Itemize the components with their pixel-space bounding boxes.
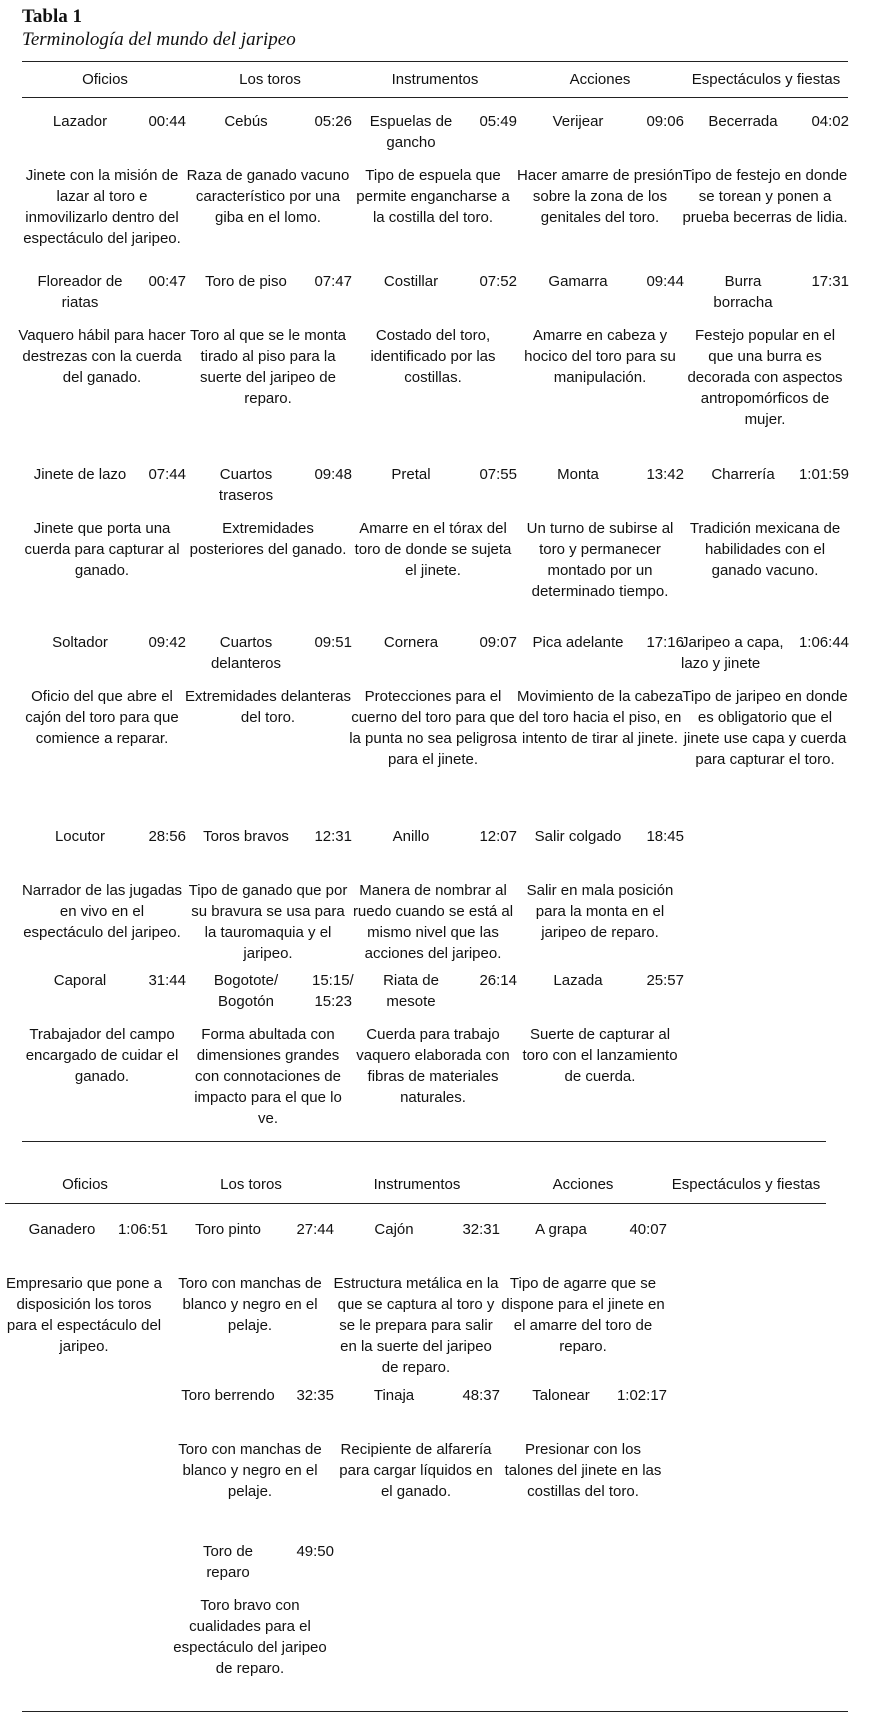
term-timestamp: 15:15/ 15:23 xyxy=(312,972,354,1010)
term-name: Cajón xyxy=(374,1221,414,1238)
term-definition: Tradición mexicana de habilidades con el ganado vacuno. xyxy=(689,520,841,579)
term-timestamp: 09:48 xyxy=(314,466,352,483)
term-definition: Extremidades posteriores del ganado. xyxy=(189,520,347,558)
term-definition: Narrador de las jugadas en vivo en el espectáculo del jaripeo. xyxy=(21,882,183,941)
term-definition: Estructura metálica en la que se captura al toro y se le prepara para salir en la suerte del jaripeo de reparo. xyxy=(333,1275,499,1376)
table1-header-rule xyxy=(22,97,848,98)
term-timestamp: 00:44 xyxy=(148,113,186,130)
term-timestamp: 09:44 xyxy=(646,273,684,290)
term-definition: Hacer amarre de presión sobre la zona de los genitales del toro. xyxy=(517,167,683,226)
header-espectaculos: Espectáculos y fiestas xyxy=(691,71,841,88)
term-name: Jinete de lazo xyxy=(33,466,127,483)
term-name: Anillo xyxy=(392,828,430,845)
term-definition: Tipo de espuela que permite engancharse a la costilla del toro. xyxy=(356,167,510,226)
term-name: Bogotote/ Bogotón xyxy=(213,972,279,1010)
term-definition: Protecciones para el cuerno del toro para que la punta no sea peligrosa para el jinete. xyxy=(349,688,517,768)
table1-top-rule xyxy=(22,61,848,62)
header-oficios: Oficios xyxy=(62,1176,108,1193)
header-oficios: Oficios xyxy=(82,71,128,88)
term-name: Espuelas de gancho xyxy=(369,113,453,151)
term-name: Caporal xyxy=(53,972,107,989)
term-definition: Amarre en el tórax del toro de donde se sujeta el jinete. xyxy=(354,520,512,579)
term-name: Burra borracha xyxy=(713,273,773,311)
term-definition: Toro al que se le monta tirado al piso para la suerte del jaripeo de reparo. xyxy=(190,327,346,407)
term-definition: Recipiente de alfarería para cargar líquidos en el ganado. xyxy=(339,1441,493,1500)
term-name: Salir colgado xyxy=(534,828,622,845)
term-name: Charrería xyxy=(711,466,775,483)
header-los-toros: Los toros xyxy=(220,1176,282,1193)
term-timestamp: 09:51 xyxy=(314,634,352,651)
term-definition: Vaquero hábil para hacer destrezas con la cuerda del ganado. xyxy=(18,327,186,386)
term-name: Ganadero xyxy=(28,1221,96,1238)
term-definition: Tipo de festejo en donde se torean y ponen a prueba becerras de lidia. xyxy=(682,167,848,226)
term-definition: Forma abultada con dimensiones grandes con connotaciones de impacto para el que lo ve. xyxy=(194,1026,342,1127)
term-timestamp: 28:56 xyxy=(148,828,186,845)
term-timestamp: 1:02:17 xyxy=(616,1387,667,1404)
term-definition: Toro bravo con cualidades para el espectáculo del jaripeo de reparo. xyxy=(173,1597,327,1677)
term-definition: Toro con manchas de blanco y negro en el pelaje. xyxy=(178,1275,322,1334)
term-timestamp: 18:45 xyxy=(646,828,684,845)
term-definition: Trabajador del campo encargado de cuidar el ganado. xyxy=(25,1026,179,1085)
term-timestamp: 12:07 xyxy=(479,828,517,845)
term-definition: Tipo de agarre que se dispone para el jinete en el amarre del toro de reparo. xyxy=(501,1275,665,1355)
term-name: Toro de piso xyxy=(205,273,287,290)
term-definition: Raza de ganado vacuno característico por una giba en el lomo. xyxy=(186,167,350,226)
term-definition: Suerte de capturar al toro con el lanzamiento de cuerda. xyxy=(522,1026,678,1085)
term-definition: Presionar con los talones del jinete en las costillas del toro. xyxy=(504,1441,662,1500)
term-name: Cuartos delanteros xyxy=(210,634,282,672)
term-timestamp: 1:06:44 xyxy=(798,634,849,651)
term-definition: Movimiento de la cabeza del toro hacia el piso, en intento de tirar al jinete. xyxy=(517,688,683,747)
term-name: Lazador xyxy=(52,113,108,130)
term-timestamp: 05:26 xyxy=(314,113,352,130)
term-timestamp: 04:02 xyxy=(811,113,849,130)
term-name: Toros bravos xyxy=(203,828,289,845)
table1-bottom-rule xyxy=(22,1141,826,1142)
term-definition: Jinete que porta una cuerda para capturar al ganado. xyxy=(24,520,180,579)
term-name: Toro berrendo xyxy=(181,1387,275,1404)
term-definition: Un turno de subirse al toro y permanecer montado por un determinado tiempo. xyxy=(526,520,674,600)
term-definition: Extremidades delanteras del toro. xyxy=(185,688,351,726)
term-name: Lazada xyxy=(553,972,603,989)
term-definition: Festejo popular en el que una burra es decorada con aspectos antropomórficos de mujer. xyxy=(687,327,843,428)
table-label: Tabla 1 xyxy=(22,6,83,27)
term-timestamp: 1:01:59 xyxy=(798,466,849,483)
term-timestamp: 09:07 xyxy=(479,634,517,651)
term-name: Jaripeo a capa, lazo y jinete xyxy=(681,634,784,672)
term-name: Monta xyxy=(557,466,599,483)
term-timestamp: 05:49 xyxy=(479,113,517,130)
term-timestamp: 32:31 xyxy=(462,1221,500,1238)
term-name: Cuartos traseros xyxy=(218,466,274,504)
term-timestamp: 13:42 xyxy=(646,466,684,483)
term-name: Pica adelante xyxy=(532,634,624,651)
term-name: Costillar xyxy=(383,273,439,290)
term-name: Verijear xyxy=(552,113,604,130)
term-timestamp: 1:06:51 xyxy=(117,1221,168,1238)
term-name: Soltador xyxy=(52,634,108,651)
term-timestamp: 17:16 xyxy=(646,634,684,651)
term-name: Floreador de riatas xyxy=(37,273,123,311)
term-name: Tinaja xyxy=(373,1387,415,1404)
term-name: Cornera xyxy=(383,634,439,651)
term-name: Talonear xyxy=(532,1387,590,1404)
term-definition: Tipo de jaripeo en donde es obligatorio que el jinete use capa y cuerda para capturar el toro. xyxy=(682,688,848,768)
term-definition: Jinete con la misión de lazar al toro e inmovilizarlo dentro del espectáculo del jaripeo. xyxy=(23,167,181,247)
term-definition: Costado del toro, identificado por las costillas. xyxy=(370,327,496,386)
term-timestamp: 07:52 xyxy=(479,273,517,290)
term-definition: Manera de nombrar al ruedo cuando se está al mismo nivel que las acciones del jaripeo. xyxy=(352,882,514,962)
term-timestamp: 12:31 xyxy=(314,828,352,845)
term-definition: Toro con manchas de blanco y negro en el pelaje. xyxy=(178,1441,322,1500)
table-title: Terminología del mundo del jaripeo xyxy=(22,29,296,50)
term-name: Cebús xyxy=(224,113,268,130)
term-name: Riata de mesote xyxy=(383,972,439,1010)
term-timestamp: 09:06 xyxy=(646,113,684,130)
term-definition: Tipo de ganado que por su bravura se usa para la tauromaquia y el jaripeo. xyxy=(188,882,348,962)
term-timestamp: 07:47 xyxy=(314,273,352,290)
term-timestamp: 07:44 xyxy=(148,466,186,483)
term-name: Becerrada xyxy=(708,113,778,130)
term-definition: Amarre en cabeza y hocico del toro para su manipulación. xyxy=(524,327,676,386)
term-name: Toro pinto xyxy=(195,1221,261,1238)
term-definition: Cuerda para trabajo vaquero elaborada con fibras de materiales naturales. xyxy=(356,1026,510,1106)
term-timestamp: 26:14 xyxy=(479,972,517,989)
term-name: Pretal xyxy=(391,466,431,483)
table2-bottom-rule xyxy=(22,1711,848,1712)
header-instrumentos: Instrumentos xyxy=(391,71,479,88)
term-name: Locutor xyxy=(54,828,106,845)
term-timestamp: 00:47 xyxy=(148,273,186,290)
term-timestamp: 49:50 xyxy=(296,1543,334,1560)
header-los-toros: Los toros xyxy=(239,71,301,88)
term-name: Gamarra xyxy=(548,273,608,290)
header-acciones: Acciones xyxy=(552,1176,614,1193)
term-name: A grapa xyxy=(535,1221,587,1238)
table2-header-rule xyxy=(5,1203,826,1204)
term-timestamp: 48:37 xyxy=(462,1387,500,1404)
term-timestamp: 32:35 xyxy=(296,1387,334,1404)
term-timestamp: 09:42 xyxy=(148,634,186,651)
header-espectaculos: Espectáculos y fiestas xyxy=(671,1176,821,1193)
term-timestamp: 07:55 xyxy=(479,466,517,483)
term-definition: Empresario que pone a disposición los toros para el espectáculo del jaripeo. xyxy=(6,1275,162,1355)
term-timestamp: 17:31 xyxy=(811,273,849,290)
term-timestamp: 40:07 xyxy=(629,1221,667,1238)
header-instrumentos: Instrumentos xyxy=(373,1176,461,1193)
term-timestamp: 27:44 xyxy=(296,1221,334,1238)
header-acciones: Acciones xyxy=(569,71,631,88)
term-definition: Oficio del que abre el cajón del toro para que comience a reparar. xyxy=(25,688,179,747)
term-timestamp: 31:44 xyxy=(148,972,186,989)
term-timestamp: 25:57 xyxy=(646,972,684,989)
term-name: Toro de reparo xyxy=(202,1543,254,1581)
term-definition: Salir en mala posición para la monta en el jaripeo de reparo. xyxy=(526,882,674,941)
